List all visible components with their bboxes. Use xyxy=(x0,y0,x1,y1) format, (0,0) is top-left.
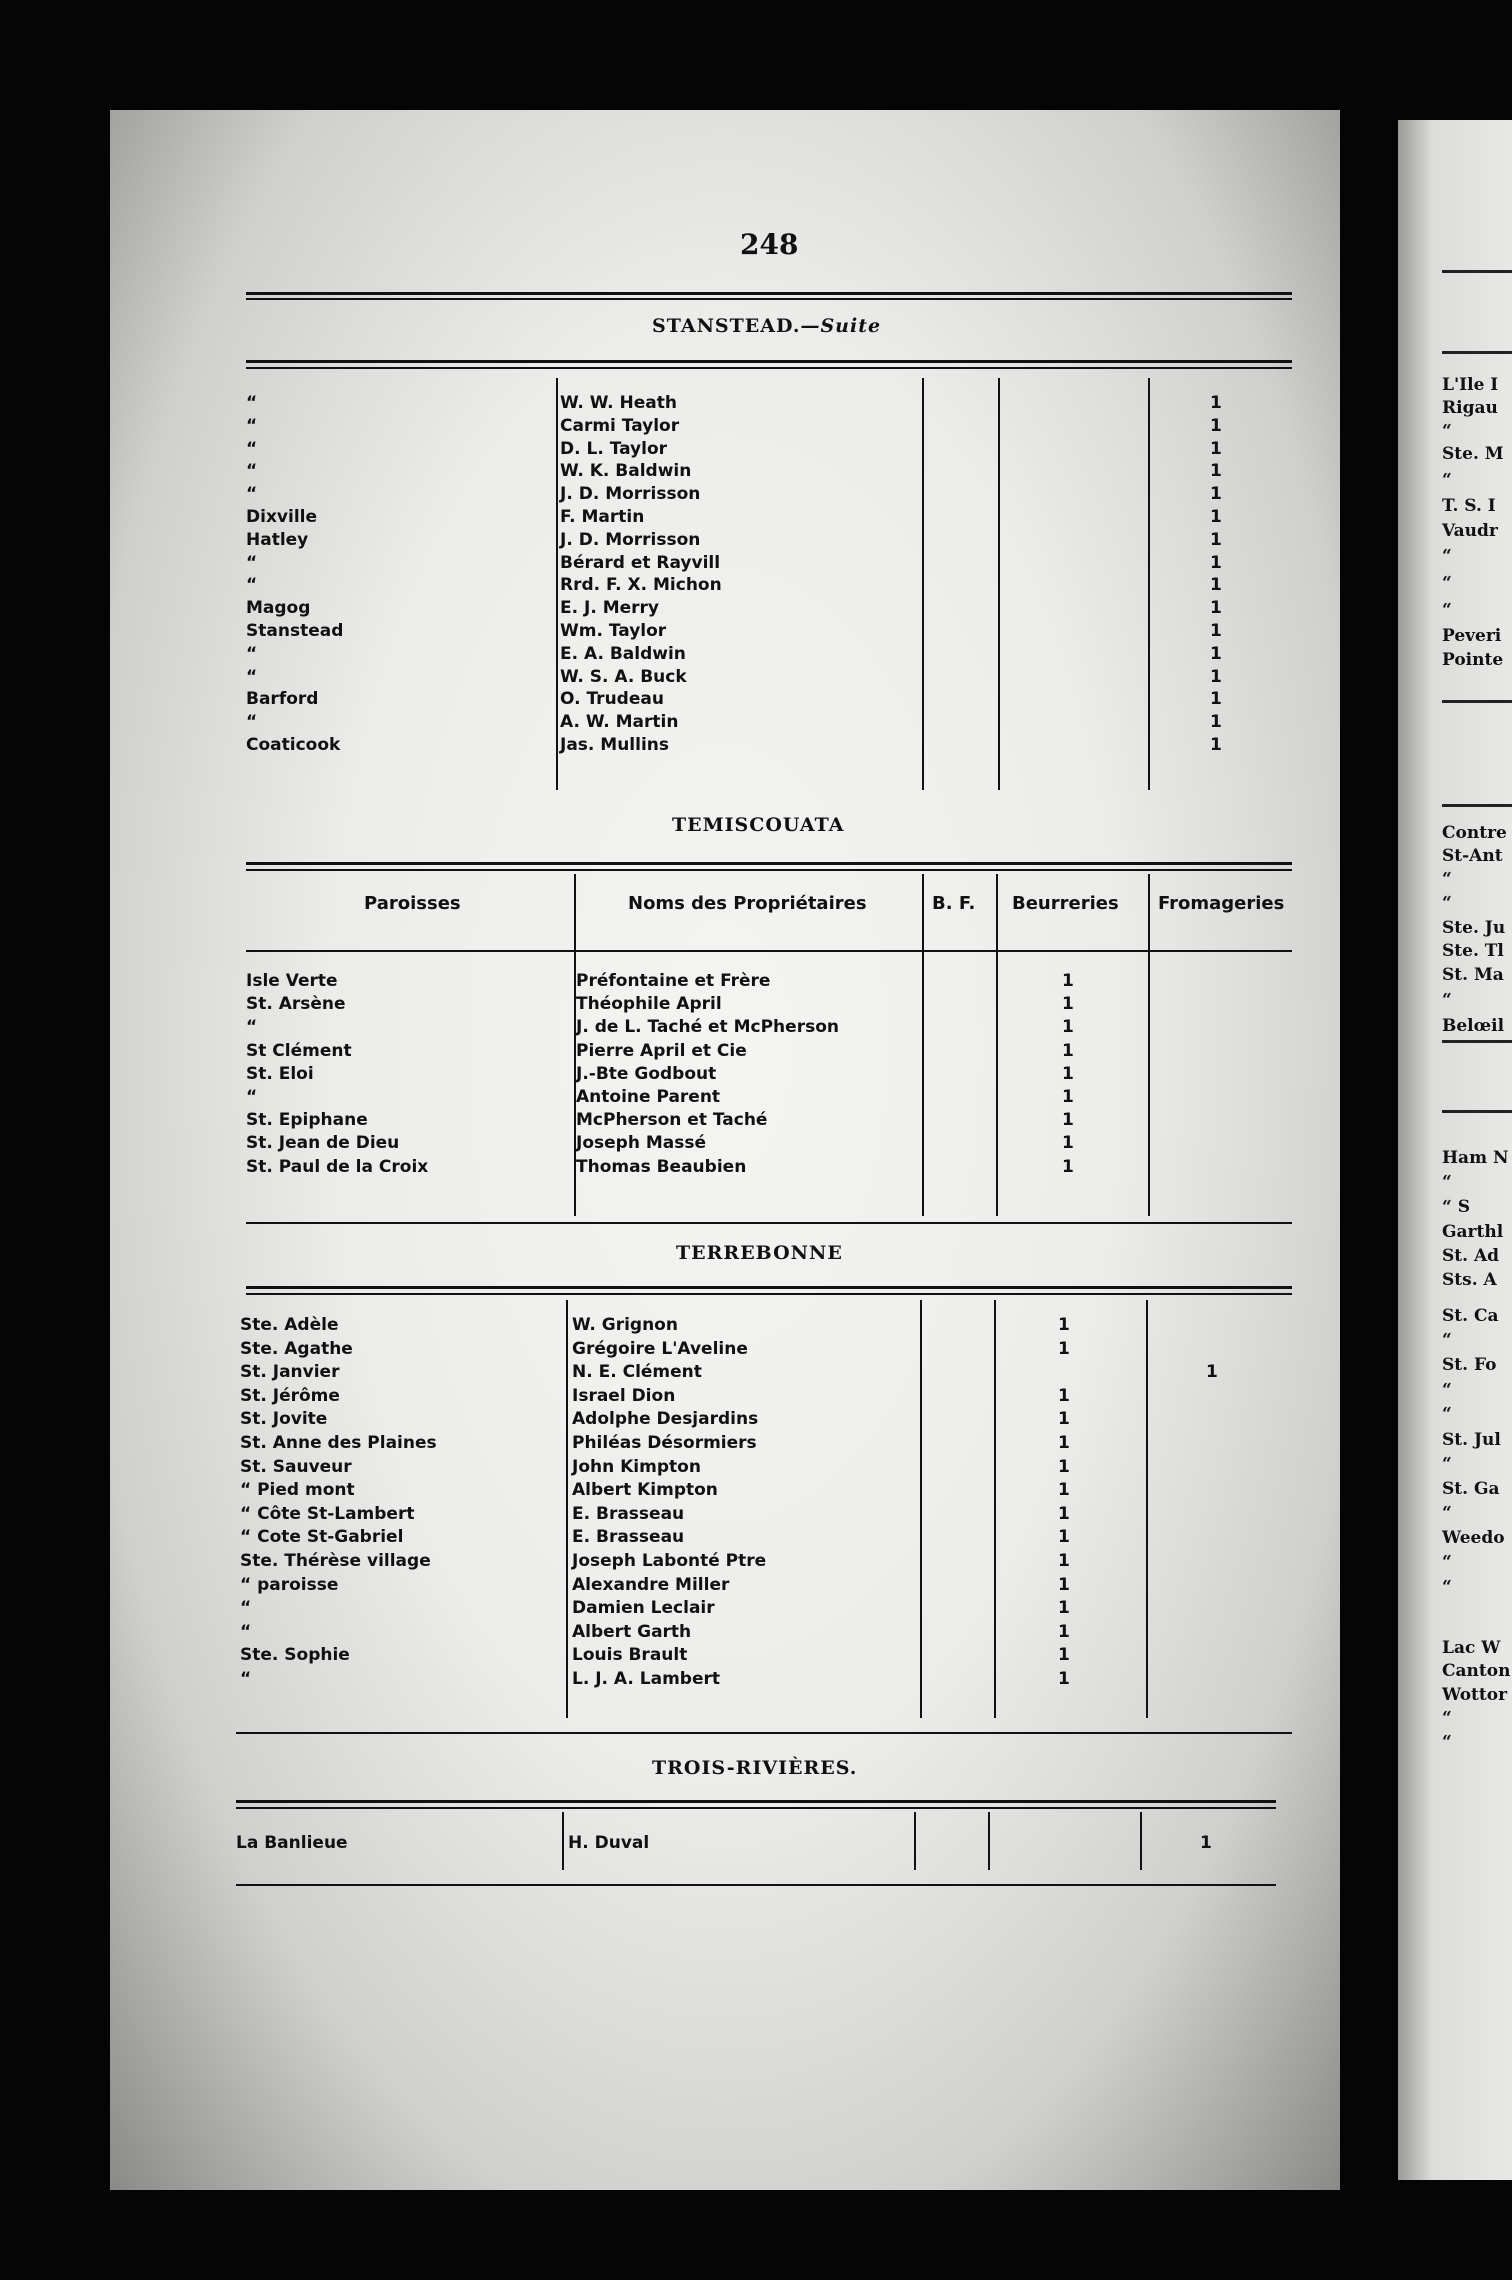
count-cell: 1 xyxy=(1062,1133,1074,1154)
parish-cell: “ xyxy=(246,1017,258,1038)
parish-cell: Ste. Adèle xyxy=(240,1315,339,1335)
adjacent-page-rule xyxy=(1442,351,1512,354)
column-divider xyxy=(574,874,576,1216)
parish-cell: “ xyxy=(246,575,258,596)
table-row xyxy=(240,1526,1292,1550)
adjacent-page-text: Garthl xyxy=(1442,1222,1504,1242)
parish-cell: St. Arsène xyxy=(246,994,346,1015)
table-row xyxy=(246,1156,1292,1179)
count-cell: 1 xyxy=(1062,1086,1074,1107)
table-row xyxy=(240,1550,1292,1574)
parish-cell: St Clément xyxy=(246,1040,352,1061)
column-header-bf: B. F. xyxy=(932,893,976,914)
parish-cell: “ xyxy=(246,552,258,573)
count-cell: 1 xyxy=(1210,689,1222,710)
count-cell: 1 xyxy=(1210,506,1222,527)
adjacent-page-text: “ S xyxy=(1442,1197,1470,1217)
parish-cell: “ xyxy=(240,1621,252,1642)
table-row xyxy=(240,1597,1292,1621)
column-header-parishes: Paroisses xyxy=(364,893,461,914)
section-title-terrebonne: TERREBONNE xyxy=(676,1242,843,1264)
owner-cell: Bérard et Rayvill xyxy=(560,552,721,573)
adjacent-page-text: Sts. A xyxy=(1442,1270,1497,1290)
owner-cell: E. A. Baldwin xyxy=(560,643,686,664)
count-cell: 1 xyxy=(1210,575,1222,596)
count-cell: 1 xyxy=(1062,1156,1074,1177)
table-row xyxy=(246,688,1292,711)
count-cell: 1 xyxy=(1210,438,1222,459)
count-cell: 1 xyxy=(1210,552,1222,573)
table-row xyxy=(246,415,1292,438)
table-row xyxy=(240,1456,1292,1480)
table-row xyxy=(246,1040,1292,1063)
section-title-stanstead: STANSTEAD.—Suite xyxy=(652,315,882,337)
table-row xyxy=(246,1132,1292,1155)
owner-cell: Damien Leclair xyxy=(572,1598,715,1619)
butter-count-cell: 1 xyxy=(1058,1550,1070,1571)
count-cell: 1 xyxy=(1210,734,1222,755)
adjacent-page-text: Weedo xyxy=(1442,1528,1505,1548)
table-row xyxy=(246,460,1292,483)
parish-cell: Stanstead xyxy=(246,620,344,641)
count-cell: 1 xyxy=(1210,712,1222,733)
table-row xyxy=(246,483,1292,506)
adjacent-page-text: “ xyxy=(1442,1380,1452,1400)
owner-cell: Israel Dion xyxy=(572,1385,676,1406)
book-gutter xyxy=(1340,90,1398,2210)
adjacent-page-text: T. S. I xyxy=(1442,496,1496,516)
adjacent-page-text: “ xyxy=(1442,600,1452,620)
count-cell: 1 xyxy=(1210,620,1222,641)
parish-cell: La Banlieue xyxy=(236,1833,348,1853)
butter-count-cell: 1 xyxy=(1058,1315,1070,1335)
adjacent-page-text: Ste. M xyxy=(1442,444,1504,464)
parish-cell: “ paroisse xyxy=(240,1574,339,1595)
column-divider xyxy=(920,1300,922,1718)
parish-cell: “ xyxy=(246,461,258,482)
adjacent-page-text: Ste. Tl xyxy=(1442,941,1504,961)
rule xyxy=(246,298,1292,300)
count-cell: 1 xyxy=(1210,415,1222,436)
adjacent-page-text: Contre xyxy=(1442,823,1507,843)
adjacent-page-text: Peveri xyxy=(1442,626,1502,646)
butter-count-cell: 1 xyxy=(1058,1645,1070,1666)
butter-count-cell: 1 xyxy=(1058,1668,1070,1689)
column-divider xyxy=(1140,1812,1142,1870)
owner-cell: Albert Kimpton xyxy=(572,1480,718,1501)
adjacent-page-fragment xyxy=(1398,120,1512,2180)
parish-cell: “ Cote St-Gabriel xyxy=(240,1527,404,1548)
adjacent-page-text: St. Ad xyxy=(1442,1246,1500,1266)
owner-cell: Carmi Taylor xyxy=(560,415,680,436)
parish-cell: “ Côte St-Lambert xyxy=(240,1503,415,1524)
adjacent-page-text: St. Ma xyxy=(1442,965,1504,985)
table-row xyxy=(246,620,1292,643)
adjacent-page-text: “ xyxy=(1442,546,1452,566)
butter-count-cell: 1 xyxy=(1058,1385,1070,1406)
adjacent-page-text: “ xyxy=(1442,869,1452,889)
owner-cell: W. K. Baldwin xyxy=(560,461,692,482)
adjacent-page-text: St. Jul xyxy=(1442,1430,1501,1450)
table-row xyxy=(246,552,1292,575)
parish-cell: St. Anne des Plaines xyxy=(240,1432,437,1453)
table-row xyxy=(246,506,1292,529)
rule xyxy=(246,360,1292,363)
parish-cell: “ xyxy=(246,393,258,413)
table-row xyxy=(240,1668,1292,1692)
adjacent-page-text: Lac W xyxy=(1442,1638,1501,1658)
section-title-trois-rivieres: TROIS-RIVIÈRES. xyxy=(652,1757,858,1779)
parish-cell: “ xyxy=(246,484,258,505)
owner-cell: F. Martin xyxy=(560,506,645,527)
owner-cell: Jas. Mullins xyxy=(560,734,670,755)
parish-cell: “ xyxy=(246,643,258,664)
table-row xyxy=(246,666,1292,689)
column-divider xyxy=(998,378,1000,790)
parish-cell: St. Jérôme xyxy=(240,1385,340,1406)
adjacent-page-text: L'Ile I xyxy=(1442,375,1499,395)
page-number: 248 xyxy=(740,228,799,261)
table-row xyxy=(236,1830,1276,1856)
owner-cell: Alexandre Miller xyxy=(572,1574,730,1595)
butter-count-cell: 1 xyxy=(1058,1621,1070,1642)
parish-cell: “ Pied mont xyxy=(240,1480,355,1501)
section-title-temiscouata: TEMISCOUATA xyxy=(672,814,845,836)
table-terrebonne xyxy=(240,1314,1292,1694)
count-cell: 1 xyxy=(1062,1063,1074,1084)
adjacent-page-text: “ xyxy=(1442,1503,1452,1523)
column-divider xyxy=(922,874,924,1216)
table-row xyxy=(240,1314,1292,1338)
owner-cell: J. D. Morrisson xyxy=(560,529,701,550)
table-row xyxy=(246,970,1292,993)
owner-cell: Louis Brault xyxy=(572,1645,688,1666)
adjacent-page-rule xyxy=(1442,1110,1512,1113)
table-row xyxy=(246,597,1292,620)
count-cell: 1 xyxy=(1210,666,1222,687)
table-row xyxy=(246,1086,1292,1109)
rule xyxy=(246,869,1292,871)
adjacent-page-text: Ste. Ju xyxy=(1442,918,1506,938)
rule xyxy=(236,1800,1276,1803)
parish-cell: “ xyxy=(246,438,258,459)
table-row xyxy=(246,643,1292,666)
table-trois-rivieres xyxy=(236,1830,1276,1860)
butter-count-cell: 1 xyxy=(1058,1456,1070,1477)
cheese-count-cell: 1 xyxy=(1206,1362,1218,1383)
table-row xyxy=(246,392,1292,415)
owner-cell: McPherson et Taché xyxy=(576,1110,768,1131)
adjacent-page-text: Canton xyxy=(1442,1661,1511,1681)
adjacent-page-text: “ xyxy=(1442,1330,1452,1350)
butter-count-cell: 1 xyxy=(1058,1338,1070,1359)
owner-cell: E. Brasseau xyxy=(572,1503,685,1524)
column-divider xyxy=(922,378,924,790)
adjacent-page-text: “ xyxy=(1442,1577,1452,1597)
butter-count-cell: 1 xyxy=(1058,1409,1070,1430)
column-divider xyxy=(988,1812,990,1870)
owner-cell: John Kimpton xyxy=(572,1456,701,1477)
column-divider xyxy=(1146,1300,1148,1718)
rule xyxy=(246,1222,1292,1224)
owner-cell: Joseph Massé xyxy=(576,1133,706,1154)
owner-cell: W. S. A. Buck xyxy=(560,666,687,687)
table-row xyxy=(240,1432,1292,1456)
column-header-owners: Noms des Propriétaires xyxy=(628,893,867,914)
adjacent-page-text: “ xyxy=(1442,990,1452,1010)
owner-cell: O. Trudeau xyxy=(560,689,664,710)
adjacent-page-text: St. Ga xyxy=(1442,1479,1500,1499)
rule xyxy=(236,1807,1276,1809)
column-divider xyxy=(566,1300,568,1718)
owner-cell: E. Brasseau xyxy=(572,1527,685,1548)
table-row xyxy=(246,1063,1292,1086)
butter-count-cell: 1 xyxy=(1058,1527,1070,1548)
parish-cell: Ste. Agathe xyxy=(240,1338,353,1359)
adjacent-page-rule xyxy=(1442,700,1512,703)
butter-count-cell: 1 xyxy=(1058,1503,1070,1524)
owner-cell: E. J. Merry xyxy=(560,598,659,619)
owner-cell: Adolphe Desjardins xyxy=(572,1409,759,1430)
count-cell: 1 xyxy=(1062,994,1074,1015)
owner-cell: Philéas Désormiers xyxy=(572,1432,757,1453)
adjacent-page-text: “ xyxy=(1442,1708,1452,1728)
table-row xyxy=(246,1109,1292,1132)
owner-cell: D. L. Taylor xyxy=(560,438,668,459)
owner-cell: Grégoire L'Aveline xyxy=(572,1338,748,1359)
owner-cell: H. Duval xyxy=(568,1833,650,1853)
adjacent-page-text: St. Fo xyxy=(1442,1355,1497,1375)
owner-cell: N. E. Clément xyxy=(572,1362,702,1383)
owner-cell: Thomas Beaubien xyxy=(576,1156,747,1177)
parish-cell: Dixville xyxy=(246,506,317,527)
count-cell: 1 xyxy=(1210,598,1222,619)
adjacent-page-text: Vaudr xyxy=(1442,521,1498,541)
adjacent-page-text: “ xyxy=(1442,1404,1452,1424)
adjacent-page-text: St. Ca xyxy=(1442,1306,1499,1326)
table-temiscouata xyxy=(246,970,1292,1190)
rule xyxy=(246,1286,1292,1289)
owner-cell: Albert Garth xyxy=(572,1621,692,1642)
rule xyxy=(236,1884,1276,1886)
adjacent-page-text: “ xyxy=(1442,1552,1452,1572)
owner-cell: Joseph Labonté Ptre xyxy=(572,1550,767,1571)
owner-cell: J. de L. Taché et McPherson xyxy=(576,1017,839,1038)
table-row xyxy=(246,734,1292,757)
butter-count-cell: 1 xyxy=(1058,1598,1070,1619)
owner-cell: J. D. Morrisson xyxy=(560,484,701,505)
rule xyxy=(246,862,1292,865)
parish-cell: “ xyxy=(246,1086,258,1107)
parish-cell: “ xyxy=(240,1668,252,1689)
rule xyxy=(246,292,1292,295)
table-row xyxy=(240,1408,1292,1432)
adjacent-page-text: Pointe xyxy=(1442,650,1504,670)
adjacent-page-rule xyxy=(1442,1040,1512,1043)
count-cell: 1 xyxy=(1210,461,1222,482)
owner-cell: Pierre April et Cie xyxy=(576,1040,747,1061)
table-row xyxy=(240,1361,1292,1385)
column-header-butter: Beurreries xyxy=(1012,893,1119,914)
table-row xyxy=(240,1503,1292,1527)
parish-cell: Coaticook xyxy=(246,734,341,755)
butter-count-cell: 1 xyxy=(1058,1432,1070,1453)
table-row xyxy=(240,1644,1292,1668)
butter-count-cell: 1 xyxy=(1058,1480,1070,1501)
owner-cell: W. W. Heath xyxy=(560,393,677,413)
parish-cell: Barford xyxy=(246,689,319,710)
parish-cell: St. Janvier xyxy=(240,1362,340,1383)
parish-cell: Hatley xyxy=(246,529,309,550)
parish-cell: “ xyxy=(246,712,258,733)
butter-count-cell: 1 xyxy=(1058,1574,1070,1595)
rule xyxy=(246,1293,1292,1295)
column-divider xyxy=(556,378,558,790)
adjacent-page-text: “ xyxy=(1442,421,1452,441)
rule xyxy=(236,1732,1292,1734)
column-divider xyxy=(562,1812,564,1870)
column-divider xyxy=(994,1300,996,1718)
table-row xyxy=(246,438,1292,461)
adjacent-page-text: “ xyxy=(1442,1732,1452,1752)
count-cell: 1 xyxy=(1210,393,1222,413)
count-cell: 1 xyxy=(1210,643,1222,664)
adjacent-page-text: “ xyxy=(1442,893,1452,913)
adjacent-page-text: “ xyxy=(1442,573,1452,593)
rule xyxy=(246,367,1292,369)
table-row xyxy=(240,1385,1292,1409)
owner-cell: Théophile April xyxy=(576,994,722,1015)
table-row xyxy=(246,529,1292,552)
parish-cell: “ xyxy=(246,666,258,687)
adjacent-page-text: “ xyxy=(1442,1172,1452,1192)
parish-cell: Ste. Thérèse village xyxy=(240,1550,431,1571)
owner-cell: Antoine Parent xyxy=(576,1086,721,1107)
owner-cell: L. J. A. Lambert xyxy=(572,1668,720,1689)
adjacent-page-text: St-Ant xyxy=(1442,846,1503,866)
owner-cell: Rrd. F. X. Michon xyxy=(560,575,722,596)
adjacent-page-text: “ xyxy=(1442,470,1452,490)
parish-cell: St. Paul de la Croix xyxy=(246,1156,429,1177)
parish-cell: St. Jovite xyxy=(240,1409,328,1430)
adjacent-page-text: Rigau xyxy=(1442,398,1498,418)
count-cell: 1 xyxy=(1200,1833,1212,1853)
adjacent-page-text: “ xyxy=(1442,1454,1452,1474)
column-divider xyxy=(1148,874,1150,1216)
owner-cell: Wm. Taylor xyxy=(560,620,667,641)
parish-cell: St. Eloi xyxy=(246,1063,314,1084)
table-stanstead xyxy=(246,392,1292,792)
count-cell: 1 xyxy=(1062,1040,1074,1061)
table-row xyxy=(246,993,1292,1016)
count-cell: 1 xyxy=(1062,1017,1074,1038)
owner-cell: A. W. Martin xyxy=(560,712,679,733)
parish-cell: Isle Verte xyxy=(246,971,338,991)
count-cell: 1 xyxy=(1062,971,1074,991)
owner-cell: W. Grignon xyxy=(572,1315,678,1335)
parish-cell: St. Sauveur xyxy=(240,1456,352,1477)
parish-cell: St. Jean de Dieu xyxy=(246,1133,400,1154)
table-row xyxy=(240,1338,1292,1362)
table-row xyxy=(246,574,1292,597)
parish-cell: St. Epiphane xyxy=(246,1110,368,1131)
column-divider xyxy=(914,1812,916,1870)
table-row xyxy=(240,1574,1292,1598)
count-cell: 1 xyxy=(1062,1110,1074,1131)
table-row xyxy=(246,711,1292,734)
adjacent-page-rule xyxy=(1442,270,1512,273)
column-header-cheese: Fromageries xyxy=(1158,893,1285,914)
table-row xyxy=(246,1016,1292,1039)
parish-cell: Magog xyxy=(246,598,311,619)
table-row xyxy=(240,1479,1292,1503)
parish-cell: Ste. Sophie xyxy=(240,1645,350,1666)
adjacent-page-text: Belœil xyxy=(1442,1016,1505,1036)
adjacent-page-text: Ham N xyxy=(1442,1148,1509,1168)
adjacent-page-text: Wottor xyxy=(1442,1685,1508,1705)
owner-cell: Préfontaine et Frère xyxy=(576,971,771,991)
parish-cell: “ xyxy=(240,1598,252,1619)
table-row xyxy=(240,1621,1292,1645)
parish-cell: “ xyxy=(246,415,258,436)
count-cell: 1 xyxy=(1210,529,1222,550)
column-divider xyxy=(996,874,998,1216)
adjacent-page-rule xyxy=(1442,804,1512,807)
rule xyxy=(246,950,1292,952)
count-cell: 1 xyxy=(1210,484,1222,505)
owner-cell: J.-Bte Godbout xyxy=(576,1063,717,1084)
column-divider xyxy=(1148,378,1150,790)
